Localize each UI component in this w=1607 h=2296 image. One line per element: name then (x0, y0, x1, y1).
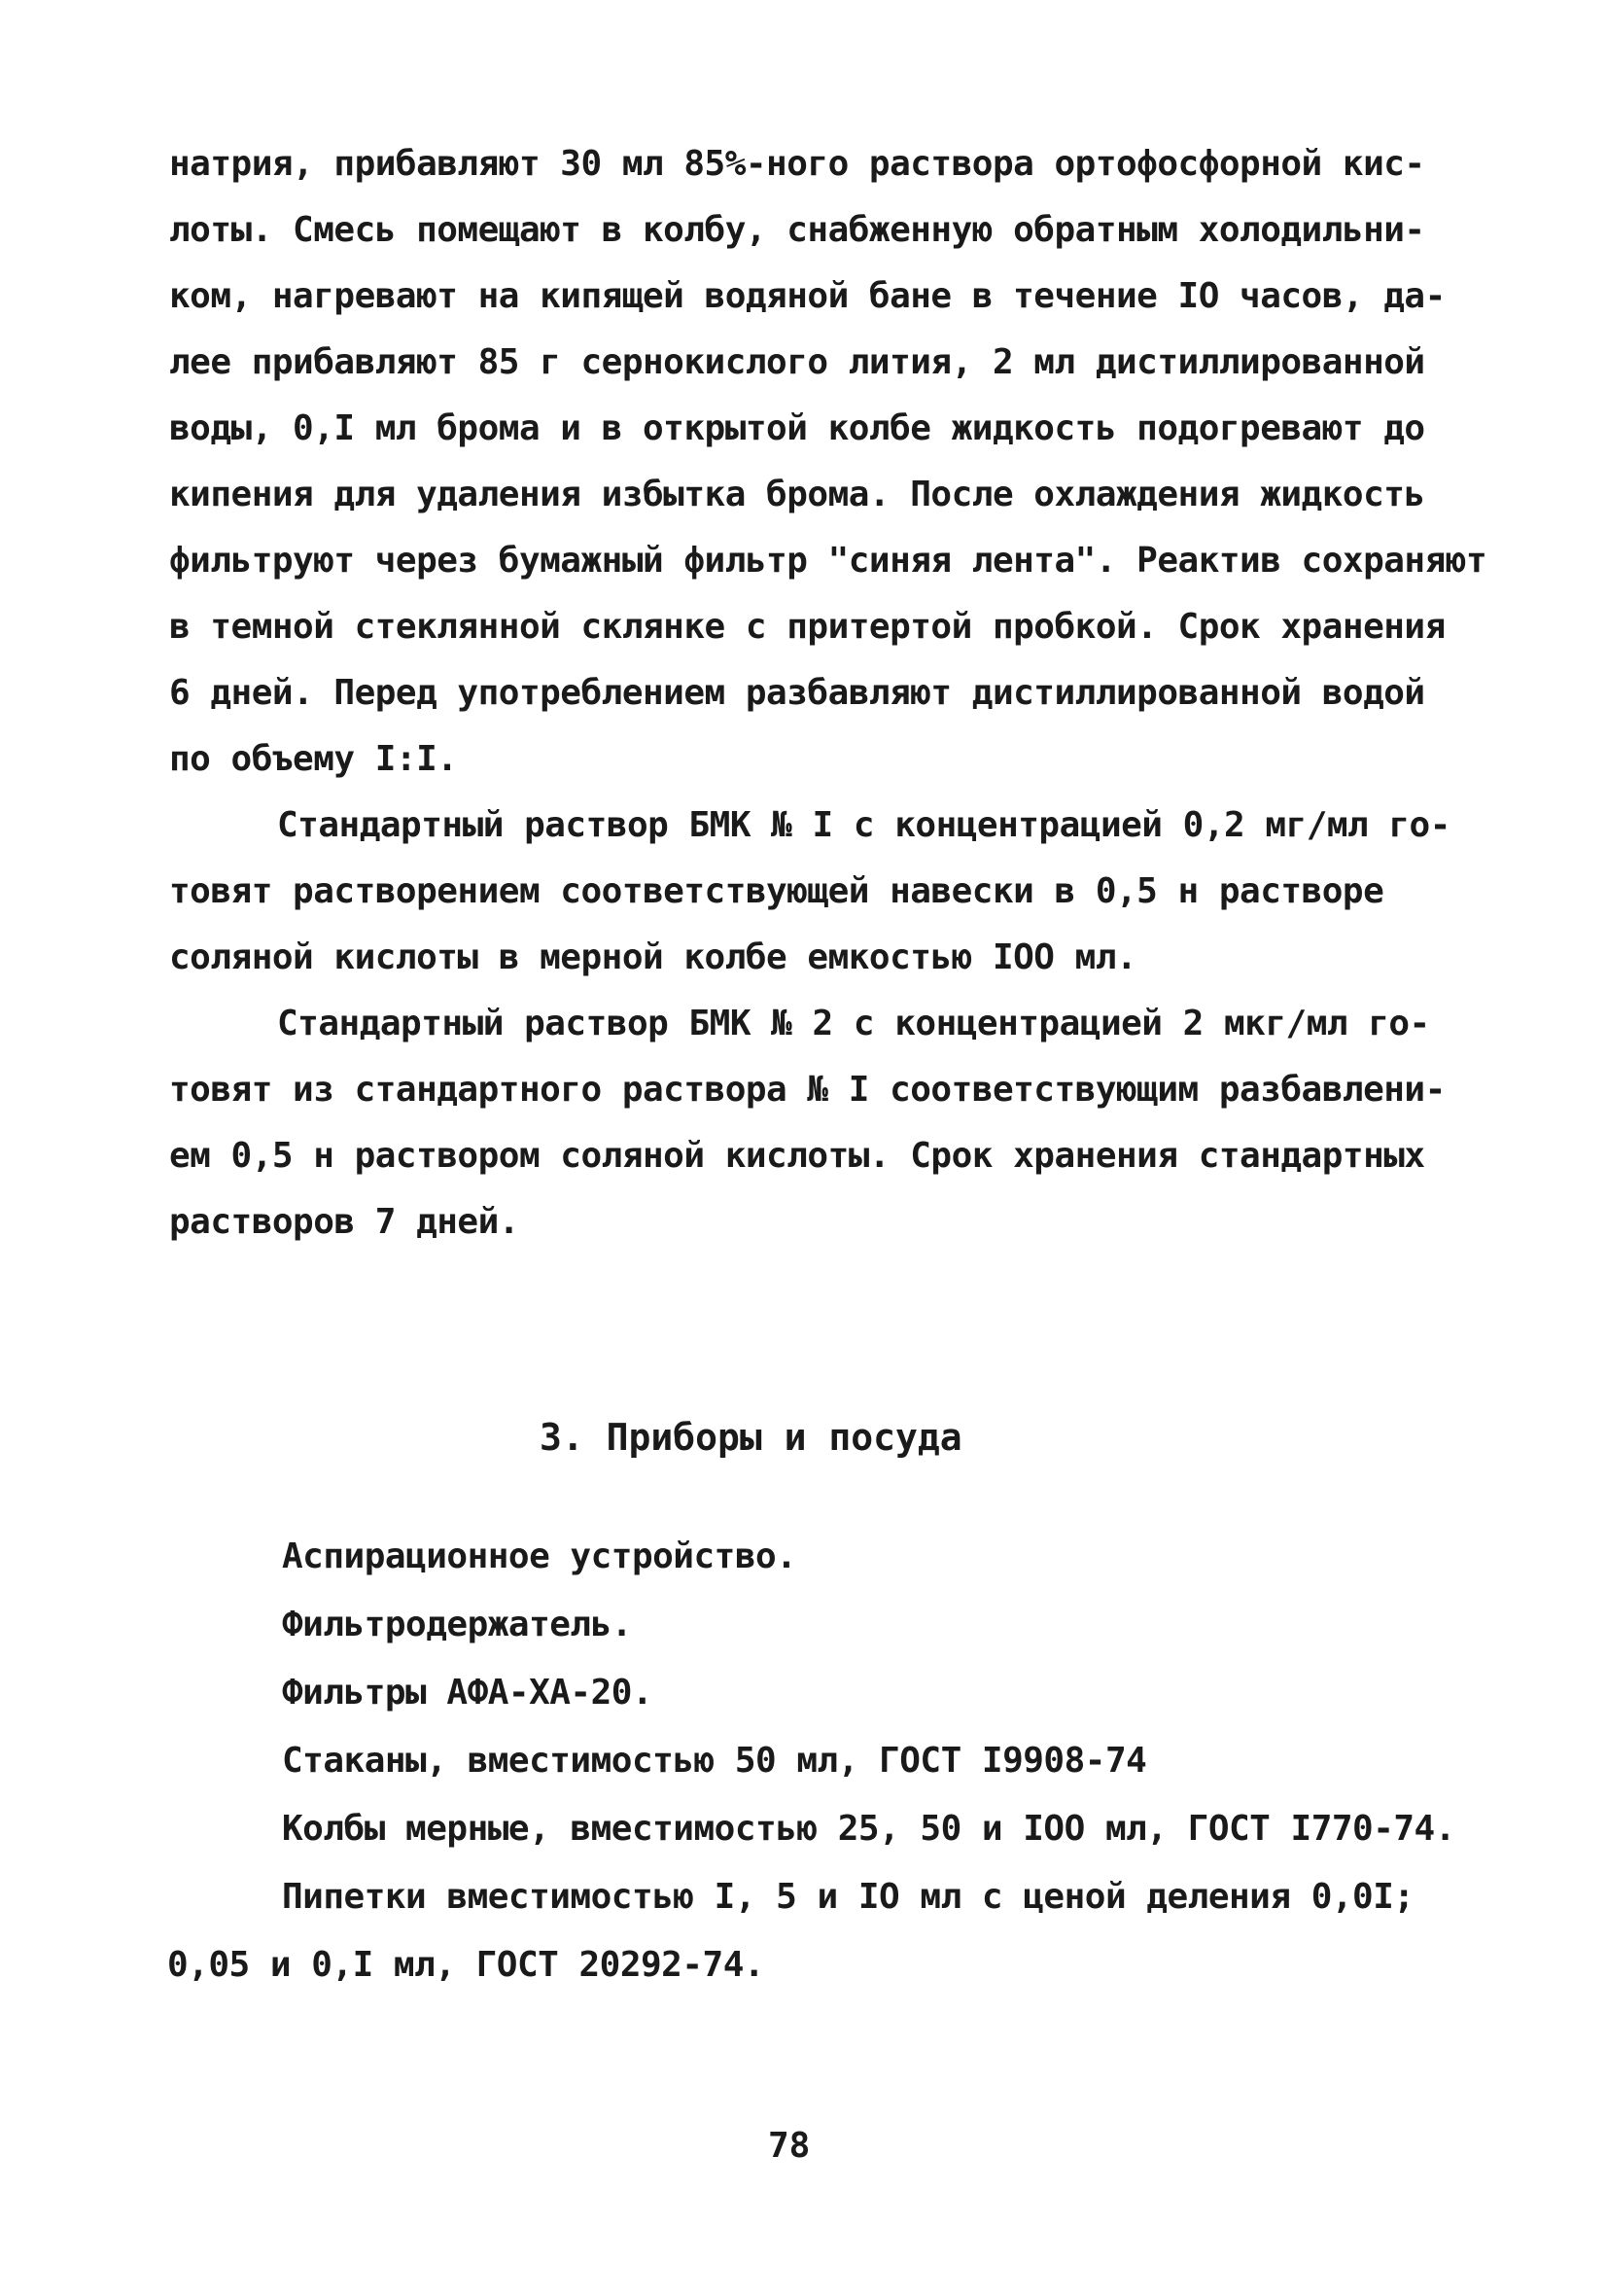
list-item: Фильтродержатель. (282, 1605, 632, 1644)
text-line: лее прибавляют 85 г сернокислого лития, 2 мл дистиллированной (169, 342, 1425, 382)
text-line: соляной кислоты в мерной колбе емкостью IOO мл. (169, 937, 1137, 977)
text-line: кипения для удаления избытка брома. После охлаждения жидкость (169, 475, 1425, 514)
text-line: товят растворением соответствующей навески в 0,5 н растворе (169, 871, 1384, 911)
list-item: Пипетки вместимостью I, 5 и IO мл с ценой деления 0,0I; (282, 1877, 1415, 1917)
text-line: лоты. Смесь помещают в колбу, снабженную обратным холодильни- (169, 210, 1425, 250)
text-line: в темной стеклянной склянке с притертой пробкой. Срок хранения (169, 607, 1446, 647)
list-item: Стаканы, вместимостью 50 мл, ГОСТ I9908-74 (282, 1741, 1147, 1781)
text-line: ем 0,5 н раствором соляной кислоты. Срок хранения стандартных (169, 1136, 1425, 1176)
text-line: фильтруют через бумажный фильтр "синяя лента". Реактив сохраняют (169, 541, 1487, 581)
text-line: ком, нагревают на кипящей водяной бане в течение IO часов, да- (169, 276, 1446, 316)
text-line: Стандартный раствор БМК № I с концентрацией 0,2 мг/мл го- (277, 805, 1450, 845)
text-line: по объему I:I. (169, 739, 458, 779)
text-line: Стандартный раствор БМК № 2 с концентрацией 2 мкг/мл го- (277, 1004, 1430, 1043)
text-line: товят из стандартного раствора № I соответствующим разбавлени- (169, 1070, 1446, 1110)
list-item-continuation: 0,05 и 0,I мл, ГОСТ 20292-74. (167, 1945, 765, 1985)
page-number: 78 (768, 2126, 811, 2166)
text-line: 6 дней. Перед употреблением разбавляют дистиллированной водой (169, 673, 1425, 713)
text-line: растворов 7 дней. (169, 1202, 519, 1242)
list-item: Фильтры АФА-ХА-20. (282, 1673, 653, 1713)
section-heading: 3. Приборы и посуда (540, 1416, 962, 1459)
list-item: Аспирационное устройство. (282, 1537, 797, 1576)
text-line: воды, 0,I мл брома и в открытой колбе жидкость подогревают до (169, 408, 1425, 448)
text-line: натрия, прибавляют 30 мл 85%-ного раствора ортофосфорной кис- (169, 144, 1425, 184)
list-item: Колбы мерные, вместимостью 25, 50 и IOO мл, ГОСТ I770-74. (282, 1809, 1455, 1849)
